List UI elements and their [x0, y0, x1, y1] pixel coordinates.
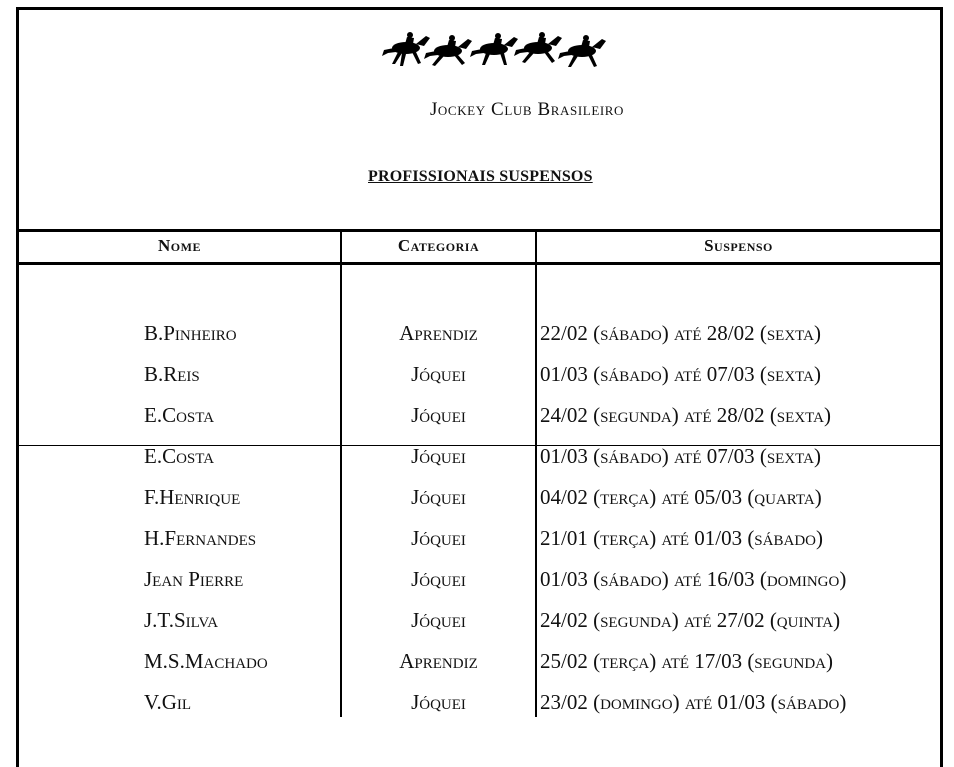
- cell-categoria: Jóquei: [411, 608, 466, 632]
- header-top-rule: [17, 229, 942, 232]
- cell-categoria: Jóquei: [411, 485, 466, 509]
- table-row: [0, 362, 954, 402]
- cell-suspenso: 22/02 (sábado) até 28/02 (sexta): [540, 321, 821, 345]
- cell-suspenso: 24/02 (segunda) até 28/02 (sexta): [540, 403, 831, 427]
- table-row: [0, 403, 954, 443]
- cell-suspenso: 24/02 (segunda) até 27/02 (quinta): [540, 608, 841, 632]
- cell-suspenso: 04/02 (terça) até 05/03 (quarta): [540, 485, 822, 509]
- club-name: Jockey Club Brasileiro: [429, 99, 625, 120]
- cell-categoria: Aprendiz: [399, 321, 478, 345]
- cell-nome: Jean Pierre: [144, 567, 244, 591]
- header-bottom-rule: [17, 262, 942, 265]
- cell-suspenso: 01/03 (sábado) até 16/03 (domingo): [540, 567, 847, 591]
- column-header-nome: Nome: [158, 236, 201, 255]
- table-row: [0, 321, 954, 361]
- table-row: [0, 444, 954, 484]
- table-row: [0, 526, 954, 566]
- cell-nome: E.Costa: [144, 444, 215, 468]
- cell-nome: B.Pinheiro: [144, 321, 237, 345]
- page-subtitle: PROFISSIONAIS SUSPENSOS: [368, 168, 593, 185]
- cell-categoria: Jóquei: [411, 690, 466, 714]
- table-row: [0, 567, 954, 607]
- cell-nome: J.T.Silva: [144, 608, 219, 632]
- cell-suspenso: 23/02 (domingo) até 01/03 (sábado): [540, 690, 847, 714]
- cell-categoria: Jóquei: [411, 362, 466, 386]
- table-row: [0, 485, 954, 525]
- cell-suspenso: 01/03 (sábado) até 07/03 (sexta): [540, 362, 821, 386]
- cell-nome: H.Fernandes: [144, 526, 257, 550]
- table-row: [0, 649, 954, 689]
- cell-nome: B.Reis: [144, 362, 200, 386]
- cell-categoria: Aprendiz: [399, 649, 478, 673]
- cell-categoria: Jóquei: [411, 444, 466, 468]
- column-header-suspenso: Suspenso: [704, 236, 773, 255]
- column-header-categoria: Categoria: [397, 236, 480, 255]
- cell-suspenso: 25/02 (terça) até 17/03 (segunda): [540, 649, 833, 673]
- cell-categoria: Jóquei: [411, 403, 466, 427]
- cell-categoria: Jóquei: [411, 526, 466, 550]
- table-row: [0, 608, 954, 648]
- cell-nome: F.Henrique: [144, 485, 241, 509]
- racing-horses-logo: [380, 26, 612, 70]
- cell-nome: E.Costa: [144, 403, 215, 427]
- cell-nome: V.Gil: [144, 690, 192, 714]
- cell-categoria: Jóquei: [411, 567, 466, 591]
- cell-suspenso: 21/01 (terça) até 01/03 (sábado): [540, 526, 823, 550]
- cell-nome: M.S.Machado: [144, 649, 268, 673]
- cell-suspenso: 01/03 (sábado) até 07/03 (sexta): [540, 444, 821, 468]
- table-row: [0, 690, 954, 730]
